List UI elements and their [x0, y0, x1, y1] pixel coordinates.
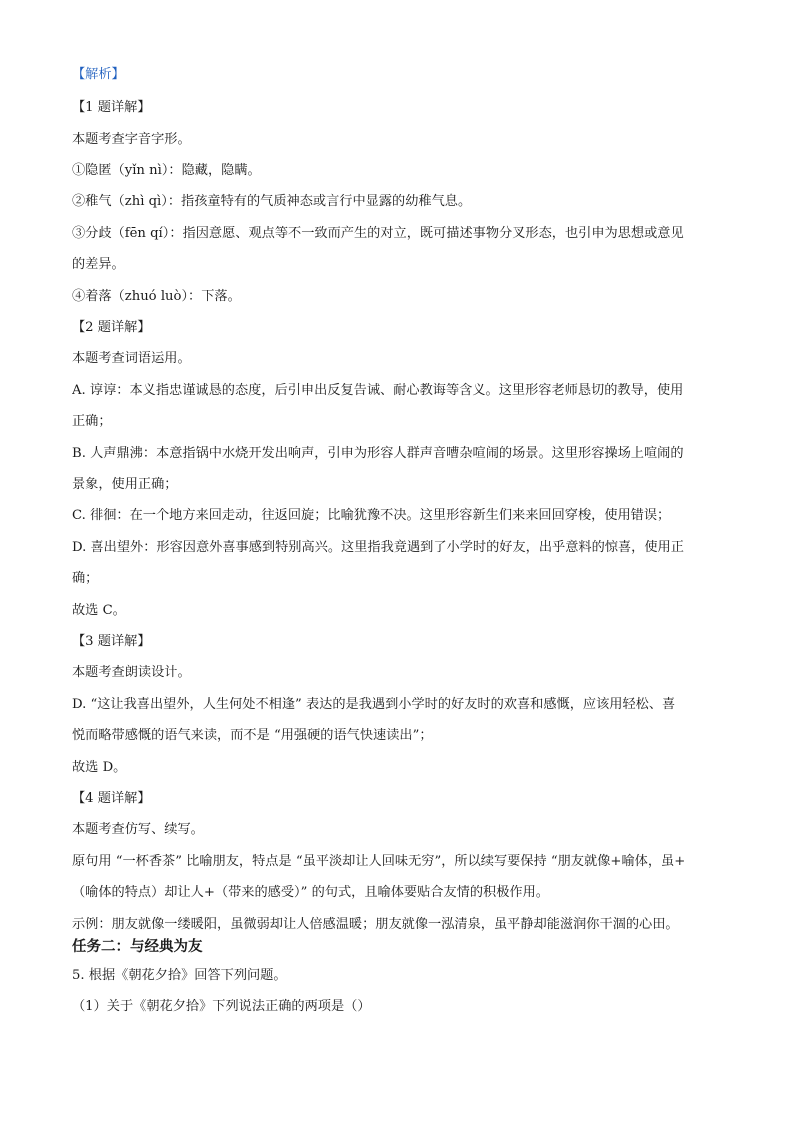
q4-line-2: （喻体的特点）却让人+（带来的感受）” 的句式，且喻体要贴合友情的积极作用。	[72, 885, 549, 900]
q2-line-7: 确；	[72, 571, 99, 586]
q3-line-2: 悦而略带感慨的语气来读，而不是 “用强硬的语气快速读出”；	[72, 728, 433, 743]
q1-item-1: ①隐匿（yǐn nì）：隐藏，隐瞒。	[72, 163, 261, 178]
q1-item-3-cont: 的差异。	[72, 257, 125, 272]
analysis-label: 【解析】	[72, 67, 125, 82]
q3-line-1: D. “这让我喜出望外，人生何处不相逢” 表达的是我遇到小学时的好友时的欢喜和感慨，应该用轻松、喜	[72, 697, 676, 712]
q1-intro: 本题考查字音字形。	[72, 132, 191, 147]
q1-item-4: ④着落（zhuó luò）：下落。	[72, 289, 241, 304]
q2-line-4: 景象，使用正确；	[72, 477, 178, 492]
q3-intro: 本题考查朗读设计。	[72, 665, 191, 680]
task2-title: 任务二：与经典为友	[72, 938, 203, 955]
q3-answer: 故选 D。	[72, 760, 127, 775]
q4-line-1: 原句用 “一杯香茶” 比喻朋友，特点是 “虽平淡却让人回味无穷”，所以续写要保持 “朋友就像+喻体，虽+	[72, 854, 686, 869]
q2-line-5: C. 徘徊：在一个地方来回走动，往返回旋；比喻犹豫不决。这里形容新生们来来回回穿梭，使用错误；	[72, 508, 671, 523]
q4-heading: 【4 题详解】	[72, 791, 151, 806]
q3-heading: 【3 题详解】	[72, 634, 151, 649]
q1-item-3: ③分歧（fēn qí）：指因意愿、观点等不一致而产生的对立，既可描述事物分叉形态，也引申为思想或意见	[72, 226, 684, 241]
q5-prompt: 5. 根据《朝花夕拾》回答下列问题。	[72, 968, 287, 983]
q2-answer: 故选 C。	[72, 603, 126, 618]
q2-heading: 【2 题详解】	[72, 320, 151, 335]
q4-line-3: 示例：朋友就像一缕暖阳，虽微弱却让人倍感温暖；朋友就像一泓清泉，虽平静却能滋润你干涸的心田。	[72, 917, 679, 932]
q1-heading: 【1 题详解】	[72, 100, 151, 115]
q2-line-6: D. 喜出望外：形容因意外喜事感到特别高兴。这里指我竟遇到了小学时的好友，出乎意料的惊喜，使用正	[72, 540, 684, 555]
q1-item-2: ②稚气（zhì qì）：指孩童特有的气质神态或言行中显露的幼稚气息。	[72, 194, 472, 209]
q5-sub1-prompt: （1）关于《朝花夕拾》下列说法正确的两项是（）	[72, 999, 371, 1014]
q2-line-3: B. 人声鼎沸：本意指锅中水烧开发出响声，引申为形容人群声音嘈杂喧闹的场景。这里形容操场上喧闹的	[72, 446, 684, 461]
q2-intro: 本题考查词语运用。	[72, 351, 191, 366]
q2-line-2: 正确；	[72, 414, 112, 429]
q4-intro: 本题考查仿写、续写。	[72, 822, 204, 837]
q2-line-1: A. 谆谆：本义指忠谨诚恳的态度，后引申出反复告诫、耐心教诲等含义。这里形容老师恳切的教导，使用	[72, 383, 684, 398]
